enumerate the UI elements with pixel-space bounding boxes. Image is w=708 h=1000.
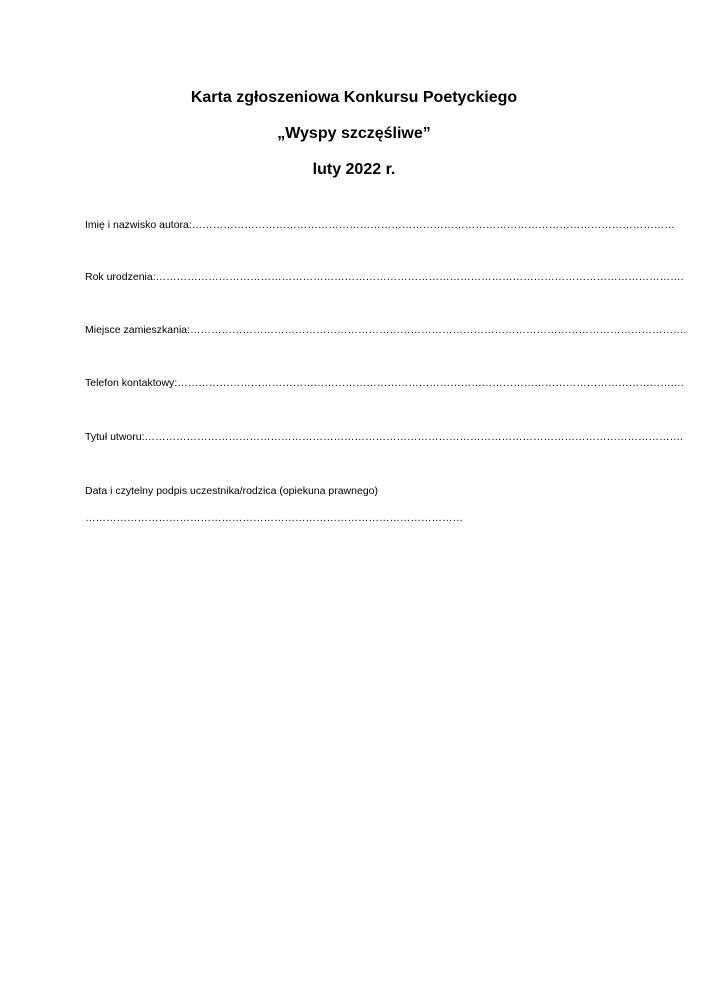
- phone-field: Telefon kontaktowy:…………………………………………………………………………………………………………………………….…: [85, 377, 685, 389]
- author-name-field: Imię i nazwisko autora:…………………………………………………………………………………………………………………………: [85, 219, 675, 231]
- birth-year-field: Rok urodzenia:…………………………………………………………………………………………………………………………………….: [85, 271, 684, 283]
- work-title-field: Tytuł utworu:……………………………………………………………………………………………………………………………………….: [85, 431, 683, 443]
- signature-label: Data i czytelny podpis uczestnika/rodzica (opiekuna prawnego): [85, 485, 378, 497]
- contest-date: luty 2022 r.: [312, 161, 396, 178]
- contest-name: „Wyspy szczęśliwe”: [277, 125, 431, 142]
- residence-field: Miejsce zamieszkania:…………………………………………………………………………………………………………………………….: [85, 324, 687, 336]
- signature-line: ………………………………………………………………………………………………: [85, 512, 463, 524]
- form-title: Karta zgłoszeniowa Konkursu Poetyckiego: [190, 89, 518, 106]
